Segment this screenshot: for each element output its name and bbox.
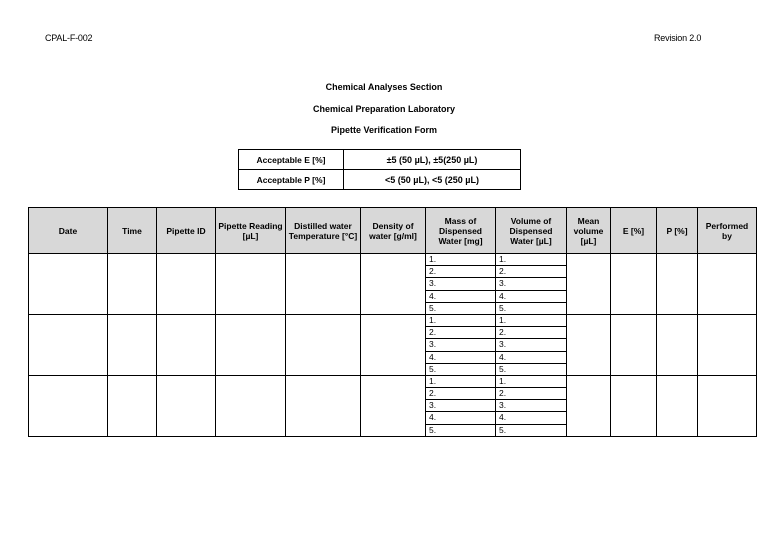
- performed-by-cell[interactable]: [698, 375, 757, 436]
- e-percent-cell[interactable]: [611, 314, 657, 375]
- table-body: [29, 254, 757, 437]
- mass-reading-row: [426, 363, 495, 375]
- dispensed-mass-cell: [426, 254, 496, 315]
- volume-reading-cell[interactable]: 3.: [496, 339, 566, 351]
- table-row: [29, 314, 757, 375]
- volume-reading-cell[interactable]: 2.: [496, 327, 566, 339]
- date-cell[interactable]: [29, 314, 108, 375]
- mass-reading-row: [426, 400, 495, 412]
- volume-reading-cell[interactable]: 3.: [496, 278, 566, 290]
- mean-volume-cell[interactable]: [567, 314, 611, 375]
- volume-reading-cell[interactable]: 5.: [499, 424, 507, 435]
- water-temperature-cell[interactable]: [286, 314, 361, 375]
- mass-reading-row: [426, 254, 495, 266]
- mass-reading-cell[interactable]: 2.: [426, 327, 495, 339]
- mass-reading-row: [426, 388, 495, 400]
- pipette-id-cell[interactable]: [157, 375, 216, 436]
- volume-reading-cell[interactable]: 1.: [496, 254, 566, 266]
- time-cell[interactable]: [108, 314, 157, 375]
- time-cell[interactable]: [108, 254, 157, 315]
- volume-reading-row: [496, 278, 566, 290]
- mass-reading-row: [426, 302, 495, 314]
- water-density-cell[interactable]: [361, 375, 426, 436]
- volume-reading-row: [496, 339, 566, 351]
- volume-reading-row: [496, 351, 566, 363]
- mass-reading-cell[interactable]: 5.: [429, 363, 437, 374]
- col-dispensed-mass: Mass of Dispensed Water [mg]: [426, 208, 496, 254]
- acceptable-p-row: [239, 170, 521, 190]
- volume-reading-cell[interactable]: 4.: [496, 412, 566, 424]
- volume-reading-cell[interactable]: 5.: [499, 363, 507, 374]
- mass-reading-row: [426, 327, 495, 339]
- table-row: [29, 375, 757, 436]
- mean-volume-cell[interactable]: [567, 375, 611, 436]
- volume-reading-cell[interactable]: 4.: [496, 290, 566, 302]
- volume-reading-cell[interactable]: 1.: [496, 376, 566, 388]
- volume-reading-cell[interactable]: 2.: [496, 266, 566, 278]
- col-pipette-reading: Pipette Reading [µL]: [216, 208, 286, 254]
- mass-reading-cell[interactable]: 3.: [426, 400, 495, 412]
- performed-by-cell[interactable]: [698, 314, 757, 375]
- mass-reading-cell[interactable]: 5.: [429, 424, 437, 435]
- volume-reading-cell[interactable]: 1.: [496, 315, 566, 327]
- mass-reading-row: [426, 290, 495, 302]
- date-cell[interactable]: [29, 375, 108, 436]
- table-header-row: [29, 208, 757, 254]
- volume-reading-cell[interactable]: 3.: [496, 400, 566, 412]
- volume-reading-row: [496, 302, 566, 314]
- section-title: Chemical Analyses Section: [325, 82, 443, 92]
- mass-reading-cell[interactable]: 2.: [426, 266, 495, 278]
- col-time: Time: [108, 208, 157, 254]
- mass-reading-row: [426, 424, 495, 436]
- time-cell[interactable]: [108, 375, 157, 436]
- mass-reading-row: [426, 376, 495, 388]
- mass-reading-row: [426, 266, 495, 278]
- volume-reading-row: [496, 327, 566, 339]
- volume-readings: [496, 254, 566, 314]
- mass-reading-cell[interactable]: 4.: [426, 290, 495, 302]
- acceptance-criteria-table: [238, 149, 521, 190]
- mass-readings: [426, 254, 495, 314]
- e-percent-cell[interactable]: [611, 375, 657, 436]
- volume-reading-row: [496, 315, 566, 327]
- col-mean-volume: Mean volume [µL]: [567, 208, 611, 254]
- p-percent-cell[interactable]: [657, 254, 698, 315]
- acceptable-e-row: [239, 150, 521, 170]
- mass-reading-row: [426, 315, 495, 327]
- mass-reading-row: [426, 278, 495, 290]
- water-density-cell[interactable]: [361, 254, 426, 315]
- col-p-percent: P [%]: [657, 208, 698, 254]
- mass-reading-row: [426, 351, 495, 363]
- date-cell[interactable]: [29, 254, 108, 315]
- mass-reading-cell[interactable]: 5.: [429, 302, 437, 313]
- col-performed-by: Performed by: [698, 208, 757, 254]
- mass-reading-cell[interactable]: 3.: [426, 339, 495, 351]
- verification-table: [28, 207, 757, 437]
- volume-readings: [496, 315, 566, 375]
- volume-reading-row: [496, 363, 566, 375]
- dispensed-volume-cell: [496, 254, 567, 315]
- acceptable-e-label: Acceptable E [%]: [239, 150, 344, 170]
- acceptable-e-value: ±5 (50 µL), ±5(250 µL): [344, 150, 521, 170]
- pipette-id-cell[interactable]: [157, 254, 216, 315]
- volume-reading-cell[interactable]: 2.: [496, 388, 566, 400]
- pipette-id-cell[interactable]: [157, 314, 216, 375]
- mean-volume-cell[interactable]: [567, 254, 611, 315]
- mass-reading-row: [426, 339, 495, 351]
- volume-reading-row: [496, 290, 566, 302]
- mass-reading-cell[interactable]: 4.: [426, 412, 495, 424]
- mass-reading-cell[interactable]: 1.: [426, 376, 495, 388]
- col-e-percent: E [%]: [611, 208, 657, 254]
- mass-reading-cell[interactable]: 3.: [426, 278, 495, 290]
- volume-reading-row: [496, 424, 566, 436]
- mass-readings: [426, 315, 495, 375]
- e-percent-cell[interactable]: [611, 254, 657, 315]
- col-pipette-id: Pipette ID: [157, 208, 216, 254]
- mass-reading-cell[interactable]: 4.: [426, 351, 495, 363]
- performed-by-cell[interactable]: [698, 254, 757, 315]
- water-temperature-cell[interactable]: [286, 254, 361, 315]
- table-row: [29, 254, 757, 315]
- acceptable-p-value: <5 (50 µL), <5 (250 µL): [344, 170, 521, 190]
- volume-reading-row: [496, 412, 566, 424]
- volume-reading-row: [496, 388, 566, 400]
- volume-reading-row: [496, 266, 566, 278]
- col-dispensed-volume: Volume of Dispensed Water [µL]: [496, 208, 567, 254]
- mass-readings: [426, 376, 495, 436]
- volume-reading-row: [496, 376, 566, 388]
- volume-reading-cell[interactable]: 5.: [499, 302, 507, 313]
- volume-readings: [496, 376, 566, 436]
- mass-reading-cell[interactable]: 1.: [426, 254, 495, 266]
- dispensed-volume-cell: [496, 375, 567, 436]
- dispensed-volume-cell: [496, 314, 567, 375]
- document-code: CPAL-F-002: [45, 33, 93, 43]
- revision-label: Revision 2.0: [654, 33, 702, 43]
- volume-reading-row: [496, 400, 566, 412]
- acceptable-p-label: Acceptable P [%]: [239, 170, 344, 190]
- p-percent-cell[interactable]: [657, 375, 698, 436]
- mass-reading-cell[interactable]: 1.: [426, 315, 495, 327]
- water-density-cell[interactable]: [361, 314, 426, 375]
- p-percent-cell[interactable]: [657, 314, 698, 375]
- dispensed-mass-cell: [426, 375, 496, 436]
- mass-reading-cell[interactable]: 2.: [426, 388, 495, 400]
- form-title: Pipette Verification Form: [330, 125, 438, 135]
- pipette-reading-cell[interactable]: [216, 375, 286, 436]
- volume-reading-cell[interactable]: 4.: [496, 351, 566, 363]
- col-water-density: Density of water [g/ml]: [361, 208, 426, 254]
- mass-reading-row: [426, 412, 495, 424]
- pipette-reading-cell[interactable]: [216, 314, 286, 375]
- dispensed-mass-cell: [426, 314, 496, 375]
- col-water-temperature: Distilled water Temperature [°C]: [286, 208, 361, 254]
- pipette-reading-cell[interactable]: [216, 254, 286, 315]
- col-date: Date: [29, 208, 108, 254]
- volume-reading-row: [496, 254, 566, 266]
- water-temperature-cell[interactable]: [286, 375, 361, 436]
- laboratory-title: Chemical Preparation Laboratory: [312, 104, 456, 114]
